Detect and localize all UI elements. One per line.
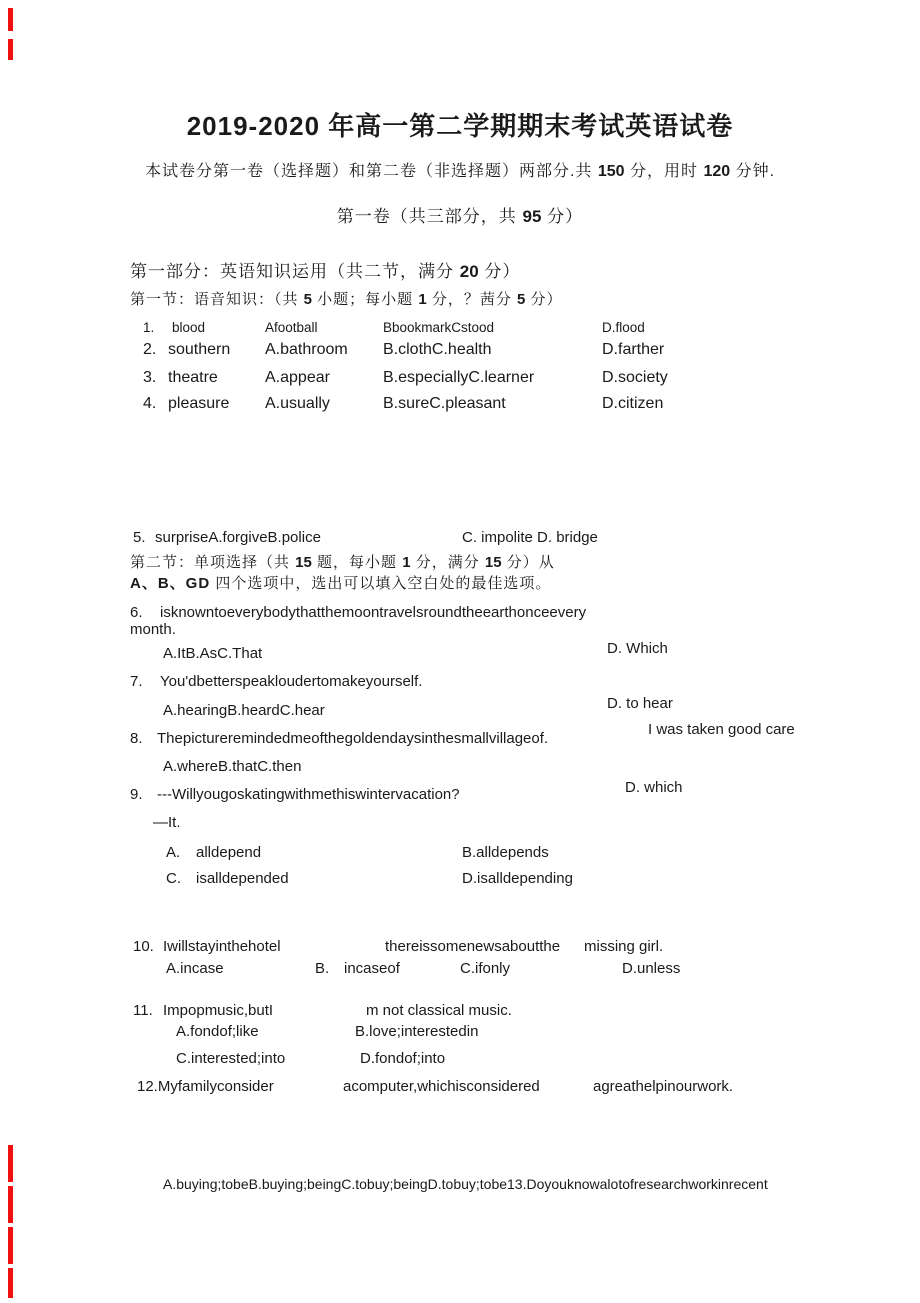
- question-7: [0, 673, 920, 695]
- question-text: missing girl.: [584, 938, 664, 955]
- option-c-label: C.: [166, 870, 181, 887]
- question-text: Iwillstayinthehotel: [163, 938, 281, 955]
- section2-heading: 第二节：单项选择（共 15 题，每小题 1 分，满分 15 分）从: [130, 554, 555, 571]
- question-number: 9.: [130, 786, 143, 803]
- option-a: A.bathroom: [265, 341, 348, 358]
- question-9: [0, 786, 920, 808]
- question-11: [0, 1002, 920, 1024]
- revision-bar: [8, 1227, 13, 1264]
- phonetic-item-row: [0, 341, 920, 363]
- exam-title: 2019-2020 年高一第二学期期末考试英语试卷: [186, 111, 734, 141]
- question-reply: —It.: [153, 814, 181, 831]
- question-12: [0, 1078, 920, 1100]
- question-number: 7.: [130, 673, 143, 690]
- question-text: acomputer,whichisconsidered: [343, 1078, 540, 1095]
- question-text: m not classical music.: [366, 1002, 512, 1019]
- question-number: 11.: [133, 1002, 153, 1019]
- section1-heading: 第一节：语音知识：（共 5 小题；每小题 1 分，？茜分 5 分）: [130, 291, 563, 308]
- item-word: pleasure: [168, 395, 230, 412]
- question-text: Impopmusic,butI: [163, 1002, 274, 1019]
- question-text-cont: month.: [130, 621, 176, 638]
- options-row: [0, 870, 920, 892]
- option-b: B.alldepends: [462, 844, 549, 861]
- option-d: D.flood: [602, 320, 645, 335]
- volume-heading: 第一卷（共三部分，共 95 分）: [336, 207, 584, 226]
- option-a: alldepend: [196, 844, 262, 861]
- phonetic-item-row: [0, 529, 920, 551]
- question-text: ---Willyougoskatingwithmethiswintervacation?: [157, 786, 460, 803]
- revision-bar: [8, 1268, 13, 1298]
- option-a: A.fondof;like: [176, 1023, 259, 1040]
- option-cd: C. impolite D. bridge: [462, 529, 598, 546]
- revision-bar: [8, 1145, 13, 1182]
- part1-heading: 第一部分：英语知识运用（共二节，满分 20 分）: [130, 262, 521, 281]
- phonetic-item-row: [0, 395, 920, 417]
- item-number: 5.: [133, 529, 146, 546]
- question-text: You'dbetterspeakloudertomakeyourself.: [160, 673, 423, 690]
- option-c: isalldepended: [196, 870, 289, 887]
- option-d: D. which: [625, 779, 683, 796]
- item-number: 3.: [143, 369, 157, 386]
- options-row: [0, 960, 920, 982]
- option-d: D. Which: [607, 640, 668, 657]
- question-text: thereissomenewsaboutthe: [385, 938, 561, 955]
- option-b-label: B.: [315, 960, 330, 977]
- options-row: [0, 1023, 920, 1045]
- option-d: D. to hear: [607, 695, 673, 712]
- exam-info-text: 本试卷分第一卷（选择题）和第二卷（非选择题）两部分.共: [144, 163, 598, 180]
- option-b: incaseof: [344, 960, 400, 977]
- option-a-label: A.: [166, 844, 181, 861]
- item-word: southern: [168, 341, 231, 358]
- phonetic-item-row: [0, 320, 920, 342]
- question-text: 12.Myfamilyconsider: [137, 1078, 274, 1095]
- option-d: D.unless: [622, 960, 681, 977]
- total-score: 150: [597, 163, 625, 180]
- phonetic-item-row: [0, 369, 920, 391]
- option-bc: B.clothC.health: [383, 341, 492, 358]
- exam-info: 本试卷分第一卷（选择题）和第二卷（非选择题）两部分.共 150 分，用时 120 分钟.: [144, 163, 776, 180]
- question-8: [0, 730, 920, 752]
- option-b: B.love;interestedin: [355, 1023, 479, 1040]
- side-note: I was taken good care: [648, 721, 795, 738]
- section2-instruction: A、B、GD 四个选项中，选出可以填入空白处的最佳选项。: [130, 575, 552, 592]
- item-number: 1.: [143, 320, 155, 335]
- time-limit: 120: [703, 163, 731, 180]
- option-d: D.citizen: [602, 395, 664, 412]
- option-d: D.society: [602, 369, 668, 386]
- item-number: 4.: [143, 395, 157, 412]
- question-text: agreathelpinourwork.: [593, 1078, 734, 1095]
- options-row: [0, 844, 920, 866]
- options-abc: A.hearingB.heardC.hear: [163, 702, 325, 719]
- options-abc: A.ItB.AsC.That: [163, 645, 263, 662]
- option-c: C.interested;into: [176, 1050, 286, 1067]
- item-word: theatre: [168, 369, 218, 386]
- option-d: D.isalldepending: [462, 870, 573, 887]
- revision-bar: [8, 39, 13, 60]
- question-text: isknowntoeverybodythatthemoontravelsroundtheearthonceevery: [160, 604, 587, 621]
- option-a: A.usually: [265, 395, 330, 412]
- item-number: 2.: [143, 341, 157, 358]
- volume-score: 95: [522, 207, 542, 226]
- option-bc: BbookmarkCstood: [383, 320, 495, 335]
- tail-options-line: A.buying;tobeB.buying;beingC.tobuy;beingD.tobuy;tobe13.Doyouknowalotofresearchworkinrecent: [163, 1176, 768, 1192]
- question-10: [0, 938, 920, 960]
- revision-bar: [8, 8, 13, 31]
- item-text: surpriseA.forgiveB.police: [155, 529, 321, 546]
- options-row: [0, 1050, 920, 1072]
- revision-bar: [8, 1186, 13, 1223]
- question-text: Thepictureremindedmeofthegoldendaysinthesmallvillageof.: [157, 730, 549, 747]
- question-number: 8.: [130, 730, 143, 747]
- option-bc: B.especiallyC.learner: [383, 369, 535, 386]
- option-d: D.fondof;into: [360, 1050, 446, 1067]
- option-a: A.appear: [265, 369, 330, 386]
- option-bc: B.sureC.pleasant: [383, 395, 506, 412]
- options-abc: A.whereB.thatC.then: [163, 758, 302, 775]
- option-a: Afootball: [265, 320, 318, 335]
- question-number: 10.: [133, 938, 154, 955]
- option-a: A.incase: [166, 960, 224, 977]
- question-number: 6.: [130, 604, 143, 621]
- option-d: D.farther: [602, 341, 665, 358]
- option-letters: A、B、GD: [130, 575, 211, 592]
- option-c: C.ifonly: [460, 960, 511, 977]
- item-word: blood: [172, 320, 206, 335]
